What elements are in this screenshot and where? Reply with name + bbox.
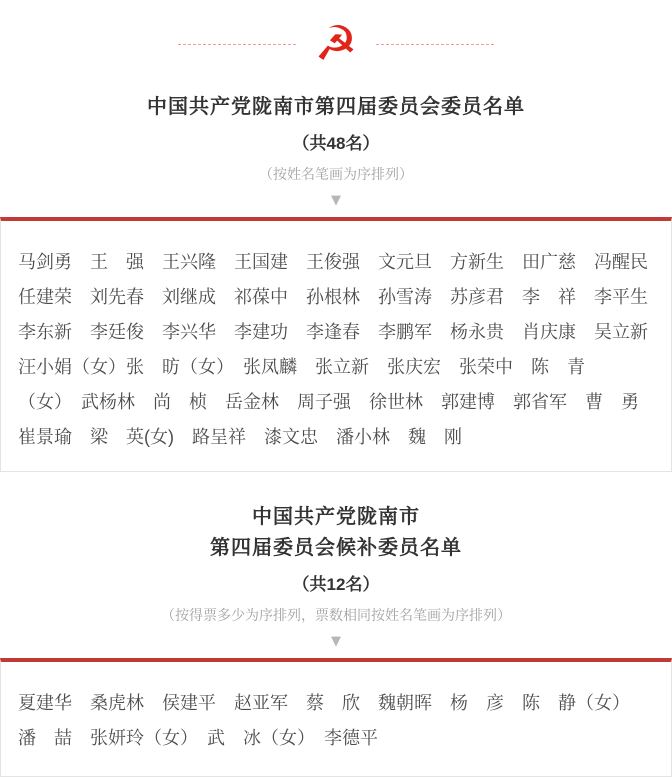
left-dash-line: [178, 44, 296, 45]
name-line: 任建荣 刘先春 刘继成 祁葆中 孙根林 孙雪涛 苏彦君 李 祥 李平生: [18, 287, 648, 307]
name-line: 夏建华 桑虎林 侯建平 赵亚军 蔡 欣 魏朝晖 杨 彦 陈 静（女）: [18, 693, 630, 713]
triangle-down-icon: ▼: [331, 634, 341, 649]
party-emblem-icon: ☭: [314, 16, 358, 72]
section-committee-members: [0, 92, 672, 472]
committee-title: 中国共产党陇南市第四届委员会委员名单: [147, 96, 525, 118]
alternate-name-box: [0, 658, 672, 777]
alternate-count: （共12名）: [292, 575, 380, 594]
name-line: 马剑勇 王 强 王兴隆 王国建 王俊强 文元旦 方新生 田广慈 冯醒民: [18, 252, 648, 272]
name-line: 崔景瑜 梁 英(女) 路呈祥 漆文忠 潘小林 魏 刚: [18, 427, 462, 447]
name-line: 潘 喆 张妍玲（女） 武 冰（女） 李德平: [18, 728, 378, 748]
alternate-title-line1: 中国共产党陇南市: [252, 506, 420, 528]
name-line: 李东新 李廷俊 李兴华 李建功 李逢春 李鹏军 杨永贵 肖庆康 吴立新: [18, 322, 648, 342]
name-line: （女） 武杨林 尚 桢 岳金林 周子强 徐世林 郭建博 郭省军 曹 勇: [18, 392, 639, 412]
right-dash-line: [376, 44, 494, 45]
sort-note: （按姓名笔画为序排列）: [259, 166, 413, 182]
name-line: 汪小娟（女）张 昉（女） 张凤麟 张立新 张庆宏 张荣中 陈 青: [18, 357, 585, 377]
alternate-sort-note: （按得票多少为序排列，票数相同按姓名笔画为序排列）: [161, 607, 511, 623]
member-count: （共48名）: [292, 134, 380, 153]
triangle-down-icon: ▼: [331, 193, 341, 208]
alternate-title-line2: 第四届委员会候补委员名单: [210, 537, 462, 559]
members-name-box: [0, 217, 672, 472]
header-divider: [0, 16, 672, 72]
section-alternate-members: [0, 502, 672, 777]
